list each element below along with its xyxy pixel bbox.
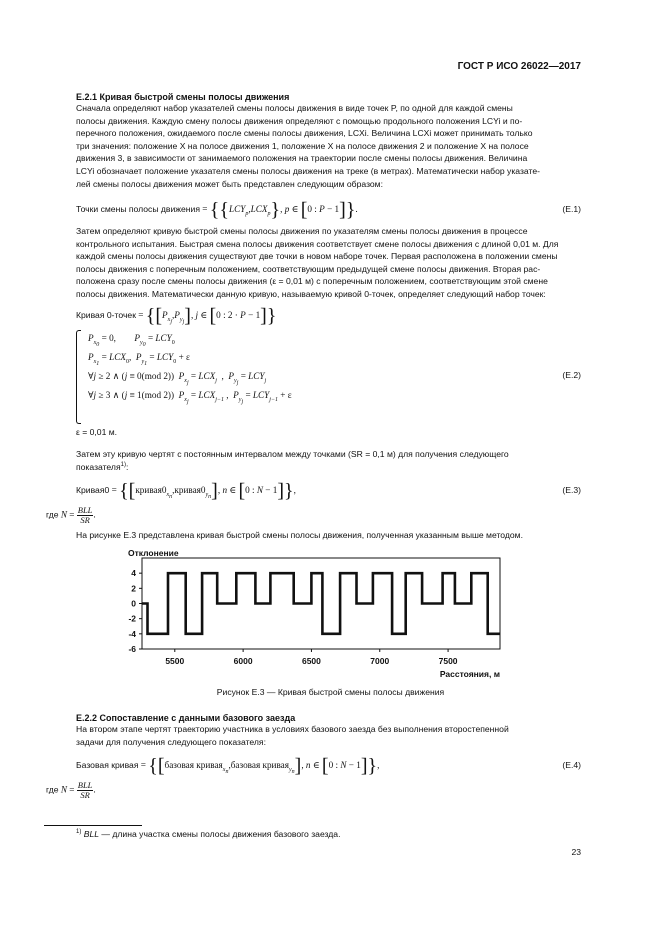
text-line: перечного положения, ожидаемого после смены полосы движения, LCXi. Величина LCXi может принимать только [76, 128, 533, 139]
x-tick-label: 6000 [233, 656, 253, 666]
chart-title: Отклонение [128, 548, 179, 558]
x-tick-label: 6500 [301, 656, 321, 666]
text-line: три значения: положение X на полосе движения 1, положение X на полосе движения 2 и положение X на полосе [76, 140, 529, 151]
equation-e4: Базовая кривая = {[базовая кривая$_{x_n}$,базовая кривая$_{y_n}$], n ∈ [0 : N − 1]}, (Е.4) [76, 755, 581, 777]
text-line: положена сразу после смены полосы движения (ε = 0,01 м) с поперечным положением, соответствующим этой смене [76, 276, 548, 287]
text-line: контрольного испытания. Быстрая смена полосы движения соответствует смене полосы движения с длиной 0,01 м. Для [76, 238, 559, 249]
y-tick-label: -4 [128, 628, 136, 639]
text-line: Сначала определяют набор указателей смены полосы движения в виде точек P, по одной для каждой смены [76, 103, 513, 113]
series-line [142, 573, 500, 634]
section1-paragraph-3: Затем эту кривую чертят с постоянным интервалом между точками (SR = 0,1 м) для получения следующего показателя$^{1)}$: [76, 449, 509, 472]
section1-paragraph-1 [76, 102, 582, 190]
footnote-divider [44, 825, 142, 826]
section-title-e21: Е.2.1 Кривая быстрой смены полосы движения [76, 92, 290, 102]
text-line: LCYi обозначает положение указателя смены полосы движения на треке (в метрах). Математически набор указате- [76, 165, 540, 176]
lane-change-chart [120, 546, 510, 681]
text-line: лей смены полосы движения может быть представлен следующим образом: [76, 178, 383, 189]
y-tick-label: -6 [128, 644, 136, 654]
y-tick-label: 2 [131, 583, 136, 594]
y-tick-label: -2 [128, 613, 136, 624]
x-axis-label: Расстояния, м [439, 669, 500, 679]
section-title-e22: Е.2.2 Сопоставление с данными базового заезда [76, 713, 296, 723]
x-tick-label: 5500 [165, 656, 185, 666]
equation-e2-number: (Е.2) [562, 370, 581, 380]
footnote: $^{1)}$ BLL — длина участка смены полосы движения базового заезда. [76, 829, 341, 839]
equation-e2-brace [76, 330, 81, 424]
text-line: полосы движения. Каждую смену полосы движения определяют с помощью продольного положения LCYi и по- [76, 115, 523, 126]
plot-frame [142, 558, 500, 649]
equation-e4-where: где N = $\frac{\text{BLL}}{SR}$ . [46, 780, 96, 800]
figure-caption: Рисунок Е.3 — Кривая быстрой смены полосы движения [216, 687, 445, 697]
section2-paragraph-1: На втором этапе чертят траекторию участника в условиях базового заезда без выполнения второстепенной задачи для получения следующего показателя: [76, 724, 509, 747]
text-line: полосы движения. Математически данную кривую, называемую кривой 0-точек, определяет следующий набор точек: [76, 288, 546, 299]
equation-e3-where: где N = $\frac{\text{BLL}}{SR}$ . [46, 505, 96, 525]
section1-paragraph-4: На рисунке Е.3 представлена кривая быстрой смены полосы движения, полученная указанным выше методом. [76, 530, 523, 540]
equation-e2-head: Кривая 0-точек = {$[P_{x_j},P_{y_j}]$, j ∈ [0 : 2 · P − 1]} [76, 305, 277, 327]
equation-e3: Кривая0 = {$[кривая0_{x_n},кривая0_{y_n}]$, n ∈ [0 : N − 1]}, (Е.3) [76, 480, 581, 502]
text-line: каждой смены полосы движения существуют две точки в новом наборе точек. Первая расположена в положении смены [76, 251, 558, 262]
equation-e3-number: (Е.3) [562, 485, 581, 495]
text-line: движения 3, в зависимости от занимаемого положения на траектории после смены полосы движения. Величина [76, 153, 528, 164]
x-tick-label: 7500 [438, 656, 458, 666]
y-tick-label: 4 [131, 568, 136, 579]
y-tick-label: 0 [131, 598, 136, 609]
text-line: полосы движения с поперечным положением, соответствующим предыдущей смене полосы движения. Вторая рас- [76, 263, 541, 274]
equation-e4-number: (Е.4) [562, 760, 581, 770]
document-header: ГОСТ Р ИСО 26022—2017 [457, 61, 581, 72]
equation-e1-number: (Е.1) [562, 204, 581, 214]
equation-e2-cases: $P_{x_0} = 0$, $P_{y_0} = LCY_0$ $P_{x_1} = LCX_0$, $P_{y_1} = LCY_0 + \varepsilon$ ∀j ≥ 2 ∧ (j ≡ 0(mod 2)) $P_{x_j} = LCX_j$ , $P_{y_j} = LCY_j$ ∀j ≥ 3 ∧ (j ≡ 1(mod 2)) $P_{x_j} = LCX_{j-1}$ , $P_{y_j} = LCY_{j-1} + \varepsilon$ [88, 333, 292, 406]
text-line: Затем определяют кривую быстрой смены полосы движения по указателям смены полосы движения в процессе [76, 226, 528, 236]
equation-e1: Точки смены полосы движения = {$\{LCY_p,LCX_p\}$, p ∈ [0 : P − 1]}. (Е.1) [76, 199, 581, 221]
x-tick-label: 7000 [370, 656, 390, 666]
page-number: 23 [571, 847, 581, 857]
section1-paragraph-2 [76, 225, 582, 301]
equation-e2-epsilon: ε = 0,01 м. [76, 427, 118, 437]
